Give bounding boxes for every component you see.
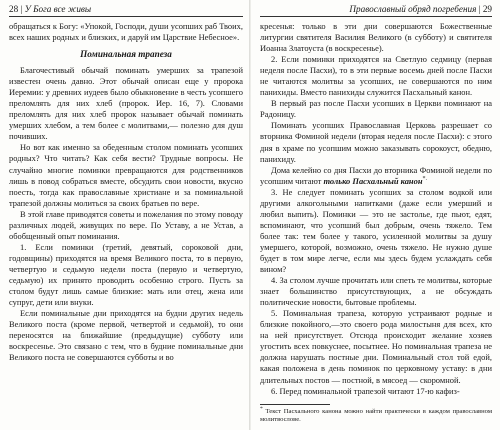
right-paragraph-1: кресенья: только в эти дни совершаются Божественные литургии святителя Василия Великого (в субботу) и святителя Иоанна Златоуста (в воскресенье). xyxy=(260,21,492,54)
right-paragraph-7: 4. За столом лучше прочитать или спеть те молитвы, которые знает большинство присутствующих, а не обсуждать политические новости, бытовые проблемы. xyxy=(260,275,492,308)
left-paragraph-2: Но вот как именно за обеденным столом поминать усопших родных? Что читать? Как себя вести? Трудные вопросы. Не случайно многие поминки превращаются для родственников лишь в повод собраться вместе, обсудить свои новости, вкусно поесть, тогда как православные христиане и за поминальной трапезой должны молиться за своих братьев по вере. xyxy=(9,142,243,208)
right-paragraph-9: 6. Перед поминальной трапезой читают 17-ю кафиз- xyxy=(271,385,460,396)
footnote-mark: * xyxy=(260,405,263,412)
left-paragraph-4: 1. Если поминки (третий, девятый, сороковой дни, годовщины) приходятся на время Великого поста, то в первую, четвертую и седьмую недели поста (первую и четвертую, седьмую) их принято проводить особенно строго. Пусть за столом будут лишь самые близкие: мать или отец, жена или супруг, дети или внуки. xyxy=(9,241,243,308)
footnote-text: Текст Пасхального канона можно найти практически в каждом православном молитвослове. xyxy=(260,407,492,423)
left-paragraph-5: Если поминальные дни приходятся на будни других недель Великого поста (кроме первой, четвертой и седьмой), то они переносятся на ближайшие (предыдущие) субботу или воскресенье. Это связано с тем, что в будние поминальные дни Великого поста не совершаются субботы и во xyxy=(9,308,243,363)
left-opening-paragraph: обращаться к Богу: «Упокой, Господи, души усопших раб Твоих, всех наших родных и близких, и даруй им Царствие Небесное». xyxy=(9,21,243,43)
right-paragraph-4: Поминать усопших Православная Церковь разрешает со вторника Фоминой недели (вторая неделя после Пасхи): с этого дня в храме по усопшим можно заказывать сорокоуст, обедню, панихиду. xyxy=(260,120,492,164)
paschal-canon-emphasis: только Пасхальный канон xyxy=(323,175,423,186)
right-paragraph-3: В первый раз после Пасхи усопших в Церкви поминают на Радоницу. xyxy=(260,98,492,120)
left-paragraph-3: В этой главе приводятся советы и пожелания по этому поводу различных людей, живущих по вере. По Уставу, а не Устав, а обобщенный опыт поминания. xyxy=(9,208,244,241)
left-page xyxy=(0,0,249,430)
right-paragraph-5 xyxy=(260,165,492,187)
right-paragraph-6: 3. Не следует поминать усопших за столом водкой или другими алкогольными напитками (даже если умерший и любил выпить). Поминки — это не застолье, где пьют, едят, вспоминают, что усопший был добрым, очень тяжело. Тем более так: тем более у такого, усиленной молитвы за душу умершего, которой, возможно, очень тяжело. Не нужно душе будет в том мире легче, если мы здесь будем услаждать себя вином? xyxy=(260,186,492,275)
right-paragraph-5-text: Дома келейно со дня Пасхи до вторника Фоминой недели по усопшим читают xyxy=(260,164,492,186)
footnote-divider xyxy=(260,404,330,405)
section-title: Поминальная трапеза xyxy=(80,49,172,60)
footnote-reference: *. xyxy=(422,175,428,182)
left-paragraph-1: Благочестивый обычай поминать умерших за трапезой известен очень давно. Этот обычай описан еще у пророка Иеремии: у древних иудеев было обыкновение в честь усопшего преломлять для них хлеб (пророк. Иер. 16, 7). Словами преломлять для них хлеб пророк называет обычай поминать умерших хлебом, а тем более с молитвами,— полезно для душ почивших. xyxy=(9,65,243,142)
right-running-title: Православный обряд погребения xyxy=(349,4,477,14)
left-page-body xyxy=(9,21,243,363)
right-paragraph-2: 2. Если поминки приходятся на Светлую седмицу (первая неделя после Пасхи), то в эти первые восемь дней после Пасхи не читаются молитвы за усопших, не совершаются по ним панихиды. Вместо панихиды служится Пасхальный канон. xyxy=(260,54,492,98)
right-page xyxy=(251,0,500,430)
left-running-title: У Бога все живы xyxy=(24,4,92,14)
right-page-number: 29 xyxy=(482,4,492,14)
footnote xyxy=(260,405,492,425)
right-page-body xyxy=(260,21,492,424)
right-paragraph-8: 5. Поминальная трапеза, которую устраивают родные и близкие покойного,—это своего рода милостыня для всех, кто на ней присутствует. Отсюда происходит желание хозяев угостить всех повкуснее, посытнее. Но поминальная трапеза не должна нарушать постные дни. Поминальный стол той едой, какая положена в день поминок по церковному уставу: в дни длительных постов — постной, в мясоед — скоромной. xyxy=(260,308,492,385)
right-running-head: Православный обряд погребения | 29 xyxy=(260,3,492,17)
left-running-head: 28 | У Бога все живы xyxy=(9,3,243,17)
left-page-number: 28 xyxy=(9,4,19,14)
